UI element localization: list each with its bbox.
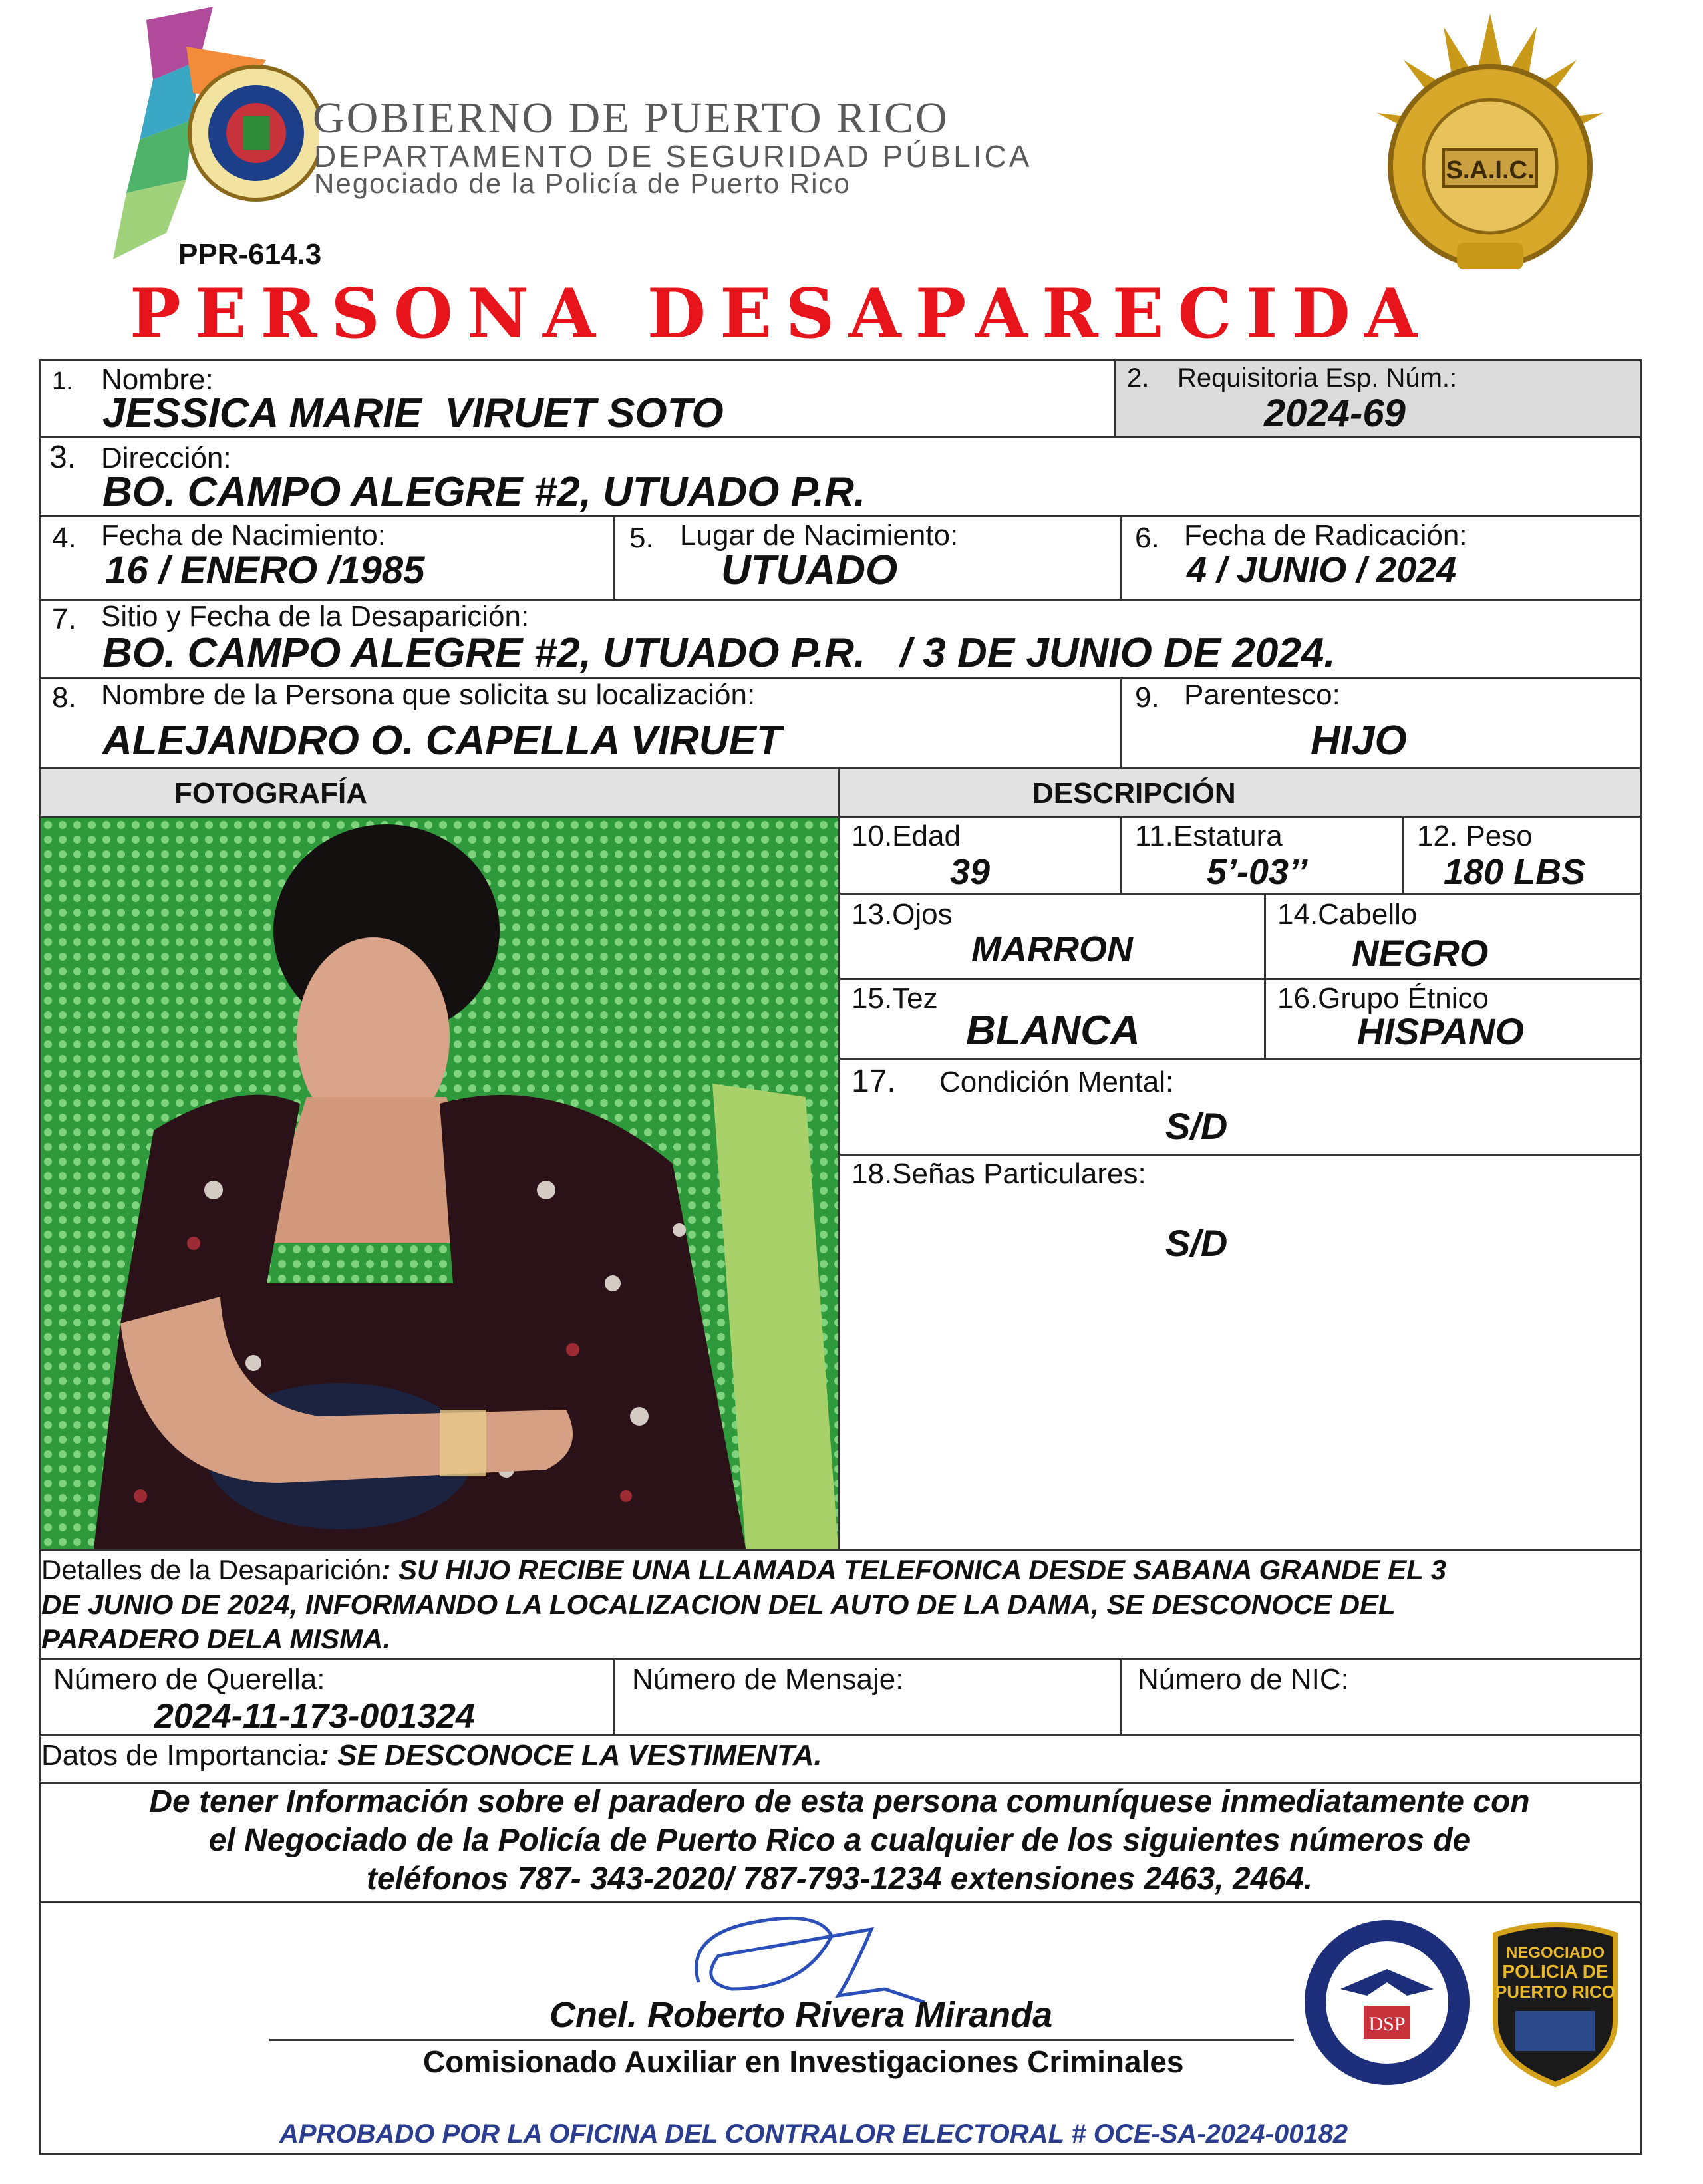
npr-line1: NEGOCIADO [1505, 1944, 1605, 1962]
field-4-value: 16 / ENERO /1985 [105, 549, 425, 592]
field-3-num: 3. [49, 440, 77, 475]
querella-value: 2024-11-173-001324 [154, 1697, 475, 1736]
importancia-label: Datos de Importancia [41, 1739, 320, 1772]
field-6-label: Fecha de Radicación: [1184, 519, 1468, 551]
field-1-num: 1. [52, 367, 73, 395]
page-title: PERSONA DESAPARECIDA [130, 274, 1432, 354]
desc-15-label: 15.Tez [852, 982, 938, 1014]
desc-14-value: NEGRO [1352, 932, 1489, 974]
details-label: Detalles de la Desaparición [41, 1554, 382, 1585]
field-9-num: 9. [1135, 681, 1160, 714]
desc-12-label: 12. Peso [1417, 820, 1533, 852]
field-9-label: Parentesco: [1184, 679, 1340, 711]
field-7-value: BO. CAMPO ALEGRE #2, UTUADO P.R. / 3 DE JUNIO DE 2024. [102, 630, 1336, 676]
npr-line3: PUERTO RICO [1495, 1982, 1616, 2002]
desc-13-label: 13.Ojos [852, 898, 953, 931]
field-6-num: 6. [1135, 522, 1160, 554]
details-block [41, 1553, 1446, 1656]
field-5-num: 5. [629, 522, 654, 554]
government-logo-icon [67, 7, 322, 273]
field-7-label: Sitio y Fecha de la Desaparición: [101, 600, 530, 633]
gov-line1: GOBIERNO DE PUERTO RICO [313, 94, 949, 142]
desc-16-label: 16.Grupo Étnico [1277, 982, 1489, 1014]
importancia-value: SE DESCONOCE LA VESTIMENTA. [337, 1739, 822, 1772]
desc-15-value: BLANCA [966, 1008, 1140, 1054]
details-colon: : [381, 1554, 391, 1585]
footer-approval: APROBADO POR LA OFICINA DEL CONTRALOR ELECTORAL # OCE-SA-2024-00182 [279, 2119, 1348, 2149]
field-5-value: UTUADO [721, 547, 898, 593]
field-3-value: BO. CAMPO ALEGRE #2, UTUADO P.R. [102, 469, 866, 515]
section-desc-header: DESCRIPCIÓN [1032, 777, 1236, 810]
section-photo-header: FOTOGRAFÍA [174, 777, 368, 810]
querella-label: Número de Querella: [53, 1663, 325, 1696]
field-8-value: ALEJANDRO O. CAPELLA VIRUET [102, 718, 782, 764]
nic-label: Número de NIC: [1138, 1663, 1349, 1696]
desc-13-value: MARRON [971, 929, 1133, 969]
missing-person-photo [41, 818, 838, 1549]
field-1-label: Nombre: [101, 363, 214, 396]
desc-17-label: Condición Mental: [939, 1066, 1174, 1098]
desc-11-label: 11.Estatura [1135, 820, 1283, 852]
desc-header-shade [840, 769, 1640, 816]
contact-line2: el Negociado de la Policía de Puerto Rico a cualquier de los siguientes números de [208, 1823, 1471, 1858]
details-line1: SU HIJO RECIBE UNA LLAMADA TELEFONICA DESDE SABANA GRANDE EL 3 [398, 1554, 1447, 1585]
field-9-value: HIJO [1311, 718, 1407, 764]
dsp-text: DSP [1368, 2013, 1406, 2035]
field-8-num: 8. [52, 681, 77, 714]
dsp-seal-icon [1301, 1916, 1473, 2089]
field-4-label: Fecha de Nacimiento: [101, 519, 386, 551]
form-code: PPR-614.3 [178, 238, 322, 271]
field-3-label: Dirección: [101, 442, 232, 474]
signature-title: Comisionado Auxiliar en Investigaciones Criminales [423, 2044, 1184, 2079]
desc-17-value: S/D [1165, 1105, 1228, 1147]
contact-line3: teléfonos 787- 343-2020/ 787-793-1234 extensiones 2463, 2464. [366, 1861, 1313, 1897]
npr-line2: POLICIA DE [1502, 1961, 1609, 1982]
details-line3: PARADERO DELA MISMA. [41, 1623, 390, 1654]
mensaje-label: Número de Mensaje: [632, 1663, 904, 1696]
npr-seal-icon [1489, 1921, 1622, 2088]
field-2-num: 2. [1127, 363, 1150, 392]
desc-14-label: 14.Cabello [1277, 898, 1418, 931]
photo-header-shade [41, 769, 838, 816]
gov-line3: Negociado de la Policía de Puerto Rico [314, 168, 851, 199]
desc-10-value: 39 [950, 852, 991, 892]
field-2-label: Requisitoria Esp. Núm.: [1177, 363, 1458, 392]
contact-line1: De tener Información sobre el paradero de esta persona comuníquese inmediatamente con [149, 1784, 1530, 1819]
signature-line [269, 2039, 1294, 2041]
desc-17-num: 17. [852, 1064, 896, 1099]
field-8-label: Nombre de la Persona que solicita su localización: [101, 679, 756, 711]
badge-text: S.A.I.C. [1446, 156, 1535, 184]
importancia-colon: : [319, 1739, 329, 1772]
desc-12-value: 180 LBS [1444, 852, 1586, 892]
importancia-row [41, 1739, 822, 1772]
gov-line2: DEPARTAMENTO DE SEGURIDAD PÚBLICA [314, 139, 1032, 174]
signature-name: Cnel. Roberto Rivera Miranda [549, 1995, 1053, 2035]
field-6-value: 4 / JUNIO / 2024 [1187, 550, 1457, 590]
field-4-num: 4. [52, 522, 77, 554]
contact-block [41, 1783, 1638, 1899]
field-7-num: 7. [52, 603, 77, 635]
field-1-value: JESSICA MARIE VIRUET SOTO [102, 390, 724, 436]
desc-10-label: 10.Edad [852, 820, 961, 852]
details-line2: DE JUNIO DE 2024, INFORMANDO LA LOCALIZACION DEL AUTO DE LA DAMA, SE DESCONOCE DEL [41, 1589, 1396, 1620]
field-5-label: Lugar de Nacimiento: [680, 519, 959, 551]
field-2-value: 2024-69 [1264, 392, 1406, 435]
desc-16-value: HISPANO [1357, 1011, 1524, 1052]
desc-18-label: 18.Señas Particulares: [852, 1158, 1146, 1190]
desc-11-value: 5’-03’’ [1207, 852, 1308, 892]
desc-18-value: S/D [1165, 1222, 1228, 1264]
saic-badge-icon [1370, 13, 1610, 273]
